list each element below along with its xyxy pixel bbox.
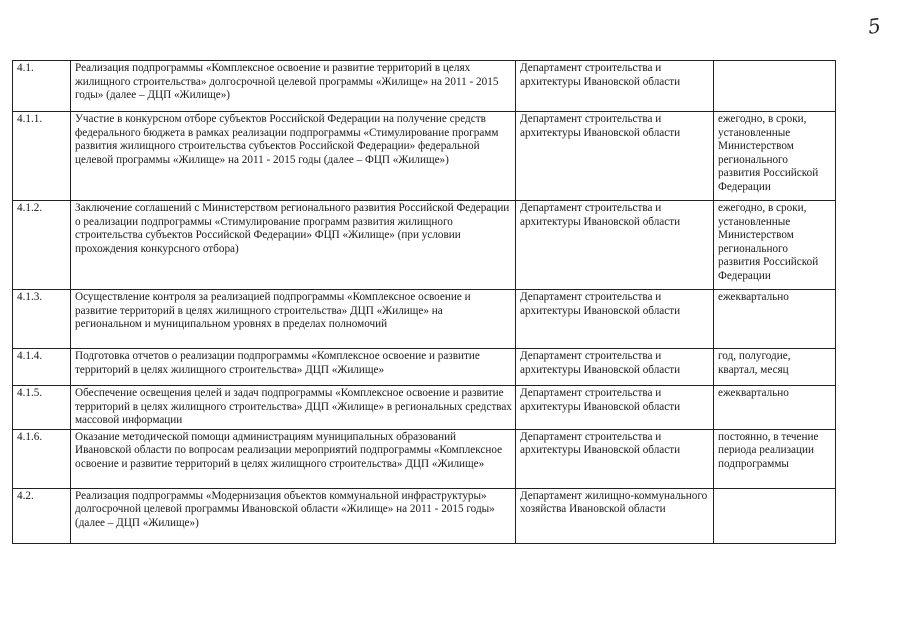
execution-term: ежеквартально bbox=[714, 290, 836, 349]
item-number: 4.2. bbox=[13, 488, 71, 543]
responsible-executor: Департамент жилищно-коммунального хозяйства Ивановской области bbox=[516, 488, 714, 543]
execution-term: год, полугодие, квартал, месяц bbox=[714, 349, 836, 386]
task-description: Оказание методической помощи администрациям муниципальных образований Ивановской области по вопросам реализации мероприятий подпрограммы «Комплексное освоение и развитие территорий в целях жилищного строительства» ДЦП «Жилище» bbox=[71, 429, 516, 488]
action-plan-table bbox=[12, 60, 836, 544]
task-description: Обеспечение освещения целей и задач подпрограммы «Комплексное освоение и развитие территорий в целях жилищного строительства» ДЦП «Жилище» в региональных средствах массовой информации bbox=[71, 386, 516, 430]
table-row bbox=[13, 112, 836, 201]
item-number: 4.1.6. bbox=[13, 429, 71, 488]
page-number: 5 bbox=[866, 13, 883, 39]
responsible-executor: Департамент строительства и архитектуры Ивановской области bbox=[516, 61, 714, 112]
item-number: 4.1.2. bbox=[13, 201, 71, 290]
task-description: Заключение соглашений с Министерством регионального развития Российской Федерации о реализации подпрограммы «Стимулирование программ развития жилищного строительства субъектов Российской Федерации» ФЦП «Жилище» (при условии прохождения конкурсного отбора) bbox=[71, 201, 516, 290]
item-number: 4.1.3. bbox=[13, 290, 71, 349]
table-row bbox=[13, 386, 836, 430]
table-row bbox=[13, 349, 836, 386]
execution-term bbox=[714, 61, 836, 112]
item-number: 4.1.1. bbox=[13, 112, 71, 201]
task-description: Реализация подпрограммы «Модернизация объектов коммунальной инфраструктуры» долгосрочной целевой программы Ивановской области «Жилище» на 2011 - 2015 годы» (далее – ДЦП «Жилище») bbox=[71, 488, 516, 543]
task-description: Реализация подпрограммы «Комплексное освоение и развитие территорий в целях жилищного строительства» долгосрочной целевой программы «Жилище» на 2011 - 2015 годы» (далее – ДЦП «Жилище») bbox=[71, 61, 516, 112]
responsible-executor: Департамент строительства и архитектуры Ивановской области bbox=[516, 290, 714, 349]
item-number: 4.1.5. bbox=[13, 386, 71, 430]
responsible-executor: Департамент строительства и архитектуры Ивановской области bbox=[516, 429, 714, 488]
execution-term: ежеквартально bbox=[714, 386, 836, 430]
table-row bbox=[13, 488, 836, 543]
execution-term: ежегодно, в сроки, установленные Министерством регионального развития Российской Федерации bbox=[714, 112, 836, 201]
execution-term bbox=[714, 488, 836, 543]
table-row bbox=[13, 201, 836, 290]
task-description: Подготовка отчетов о реализации подпрограммы «Комплексное освоение и развитие территорий в целях жилищного строительства» ДЦП «Жилище» bbox=[71, 349, 516, 386]
task-description: Осуществление контроля за реализацией подпрограммы «Комплексное освоение и развитие территорий в целях жилищного строительства» ДЦП «Жилище» на региональном и муниципальном уровнях в пределах полномочий bbox=[71, 290, 516, 349]
item-number: 4.1.4. bbox=[13, 349, 71, 386]
table-row bbox=[13, 429, 836, 488]
responsible-executor: Департамент строительства и архитектуры Ивановской области bbox=[516, 201, 714, 290]
table-row bbox=[13, 290, 836, 349]
responsible-executor: Департамент строительства и архитектуры Ивановской области bbox=[516, 349, 714, 386]
responsible-executor: Департамент строительства и архитектуры Ивановской области bbox=[516, 112, 714, 201]
table-row bbox=[13, 61, 836, 112]
item-number: 4.1. bbox=[13, 61, 71, 112]
task-description: Участие в конкурсном отборе субъектов Российской Федерации на получение средств федерального бюджета в рамках реализации подпрограммы «Стимулирование программ развития жилищного строительства субъектов Российской Федерации» федеральной целевой программы «Жилище» на 2011 - 2015 годы (далее – ФЦП «Жилище») bbox=[71, 112, 516, 201]
responsible-executor: Департамент строительства и архитектуры Ивановской области bbox=[516, 386, 714, 430]
execution-term: ежегодно, в сроки, установленные Министерством регионального развития Российской Федерации bbox=[714, 201, 836, 290]
execution-term: постоянно, в течение периода реализации подпрограммы bbox=[714, 429, 836, 488]
